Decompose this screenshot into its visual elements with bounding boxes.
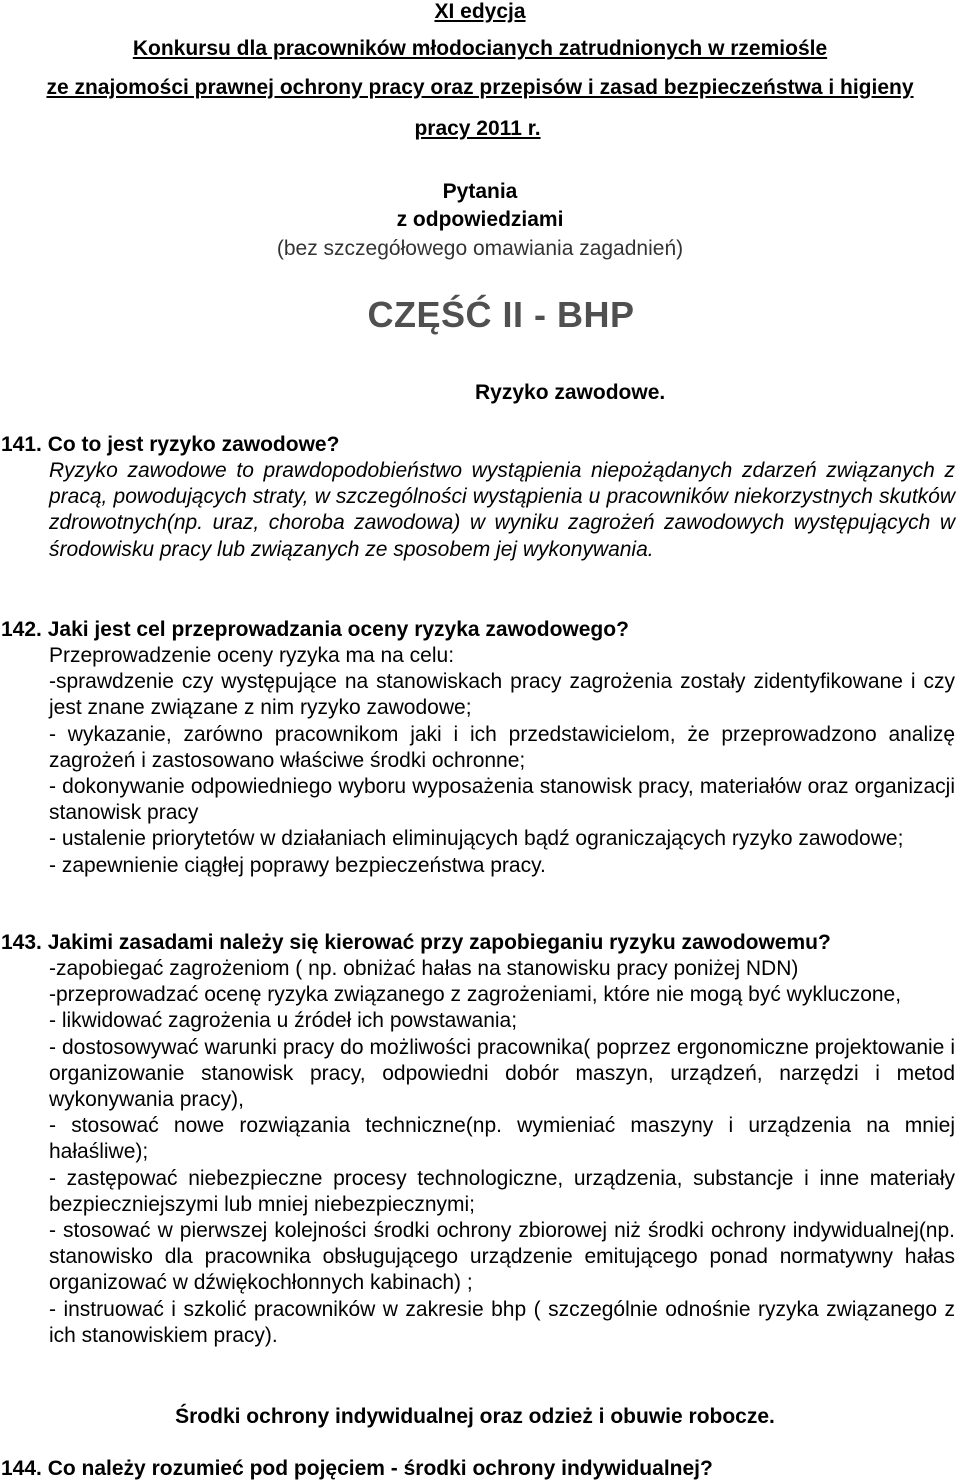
contest-title-line3 bbox=[0, 117, 955, 141]
answer-143-line: - stosować w pierwszej kolejności środki ochrony zbiorowej niż środki ochrony indywidualnej(np. stanowisko dla pracownika obsługującego urządzenie emitującego ponad normatywny hałas organizować w dźwiękochłonnych kabinach) ; bbox=[49, 1219, 955, 1295]
question-144: 144. Co należy rozumieć pod pojęciem - środki ochrony indywidualnej? bbox=[1, 1457, 713, 1480]
answer-142-line: -sprawdzenie czy występujące na stanowiskach pracy zagrożenia zostały zidentyfikowane i czy jest znane związane z nim ryzyko zawodowe; bbox=[49, 670, 955, 720]
edition-text: XI edycja bbox=[434, 0, 526, 23]
question-143: 143. Jakimi zasadami należy się kierować przy zapobieganiu ryzyku zawodowemu? bbox=[1, 931, 831, 954]
contest-title-line2 bbox=[0, 76, 960, 100]
answer-143-line: - dostosowywać warunki pracy do możliwości pracownika( poprzez ergonomiczne projektowanie i organizowanie stanowisk pracy, odpowiedni dobór maszyn, urządzeń, narzędzi i metod wykonywania pracy), bbox=[49, 1035, 955, 1112]
contest-title-line3-text: pracy 2011 r. bbox=[414, 117, 541, 140]
contest-title-line1 bbox=[0, 37, 960, 61]
answer-143 bbox=[49, 956, 955, 1349]
answer-142-line: - ustalenie priorytetów w działaniach eliminujących bądź ograniczających ryzyko zawodowe; bbox=[49, 827, 904, 851]
subtitle-note: (bez szczegółowego omawiania zagadnień) bbox=[276, 237, 684, 260]
answer-142-line: - wykazanie, zarówno pracownikom jaki i ich przedstawicielom, że przeprowadzono analizę zagrożeń i zastosowano właściwe środki ochronne; bbox=[49, 722, 955, 772]
subtitle-questions: Pytania bbox=[442, 180, 518, 203]
answer-143-line: - stosować nowe rozwiązania techniczne(np. wymieniać maszyny i urządzenia na mniej hałaśliwe); bbox=[49, 1114, 955, 1164]
answer-142-line: - zapewnienie ciągłej poprawy bezpieczeństwa pracy. bbox=[49, 853, 546, 877]
section2-title: Środki ochrony indywidualnej oraz odzież i obuwie robocze. bbox=[175, 1405, 775, 1428]
answer-143-line: - instruować i szkolić pracowników w zakresie bhp ( szczególnie odnośnie ryzyka związanego z ich stanowiskiem pracy). bbox=[49, 1297, 955, 1347]
contest-title-line1-text: Konkursu dla pracowników młodocianych zatrudnionych w rzemiośle bbox=[132, 37, 828, 60]
contest-title-line2-text: ze znajomości prawnej ochrony pracy oraz przepisów i zasad bezpieczeństwa i higieny bbox=[46, 76, 914, 99]
answer-142 bbox=[49, 643, 955, 879]
answer-143-line: - zastępować niebezpieczne procesy technologiczne, urządzenia, substancje i inne materiały bezpieczniejszymi lub mniej niebezpiecznymi; bbox=[49, 1166, 955, 1216]
subtitle-with-answers: z odpowiedziami bbox=[396, 208, 564, 231]
answer-141-text: Ryzyko zawodowe to prawdopodobieństwo wystąpienia niepożądanych zdarzeń związanych z pracą, powodujących straty, w szczególności wystąpienia u pracowników niekorzystnych skutków zdrowotnych(np. uraz, choroba zawodowa) w wyniku zagrożeń zawodowych występujących w środowisku pracy lub związanych ze sposobem jej wykonywania. bbox=[49, 459, 955, 561]
answer-143-line: - likwidować zagrożenia u źródeł ich powstawania; bbox=[49, 1009, 518, 1033]
answer-143-line: -zapobiegać zagrożeniom ( np. obniżać hałas na stanowisku pracy poniżej NDN) bbox=[49, 957, 799, 980]
question-141: 141. Co to jest ryzyko zawodowe? bbox=[1, 433, 340, 456]
section-title: Ryzyko zawodowe. bbox=[475, 381, 666, 404]
answer-143-line: -przeprowadzać ocenę ryzyka związanego z zagrożeniami, które nie mogą być wykluczone, bbox=[49, 983, 902, 1007]
answer-142-line: - dokonywanie odpowiedniego wyboru wyposażenia stanowisk pracy, materiałów oraz organizacji stanowisk pracy bbox=[49, 775, 955, 825]
part-title: CZĘŚĆ II - BHP bbox=[367, 294, 635, 335]
question-142: 142. Jaki jest cel przeprowadzania oceny ryzyka zawodowego? bbox=[1, 618, 629, 641]
edition-heading bbox=[0, 0, 960, 24]
answer-141 bbox=[49, 458, 955, 563]
answer-142-line: Przeprowadzenie oceny ryzyka ma na celu: bbox=[49, 644, 455, 667]
